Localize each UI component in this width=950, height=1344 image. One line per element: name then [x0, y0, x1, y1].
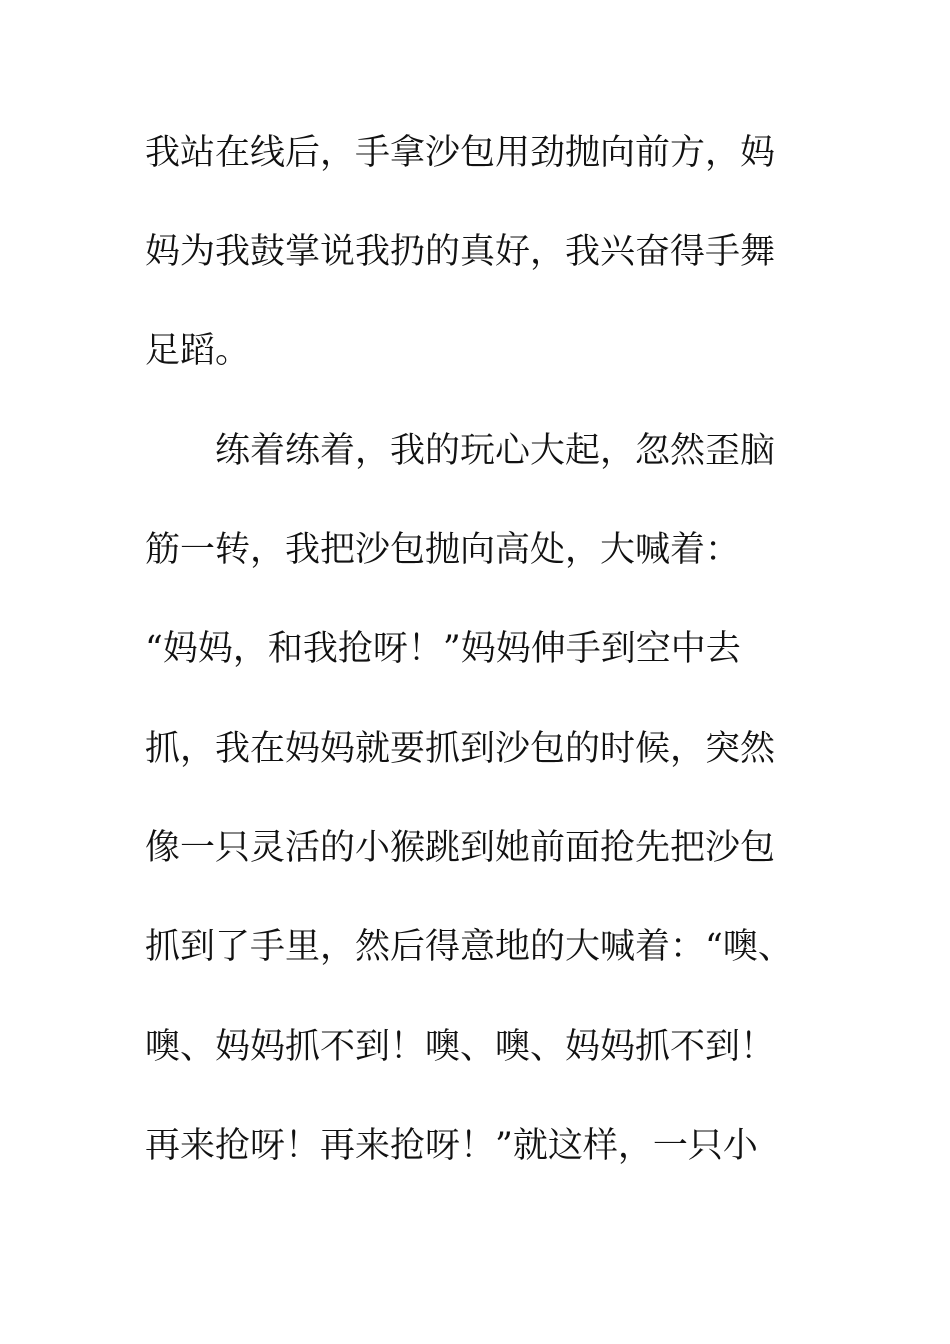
text-line-6: “妈妈，和我抢呀！”妈妈伸手到空中去 [145, 629, 741, 669]
text-line-5: 筋一转，我把沙包抛向高处，大喊着： [145, 530, 741, 570]
text-line-9: 抓到了手里，然后得意地的大喊着：“噢、 [145, 927, 793, 967]
text-line-3: 足蹈。 [145, 331, 251, 371]
text-line-2: 妈为我鼓掌说我扔的真好，我兴奋得手舞 [145, 232, 776, 272]
text-line-10: 噢、妈妈抓不到！噢、噢、妈妈抓不到！ [145, 1027, 776, 1067]
text-line-11: 再来抢呀！再来抢呀！”就这样，一只小 [145, 1126, 758, 1166]
text-line-1: 我站在线后，手拿沙包用劲抛向前方，妈 [145, 133, 776, 173]
text-line-4: 练着练着，我的玩心大起，忽然歪脑 [215, 431, 776, 471]
text-line-8: 像一只灵活的小猴跳到她前面抢先把沙包 [145, 828, 776, 868]
text-line-7: 抓，我在妈妈就要抓到沙包的时候，突然 [145, 729, 776, 769]
